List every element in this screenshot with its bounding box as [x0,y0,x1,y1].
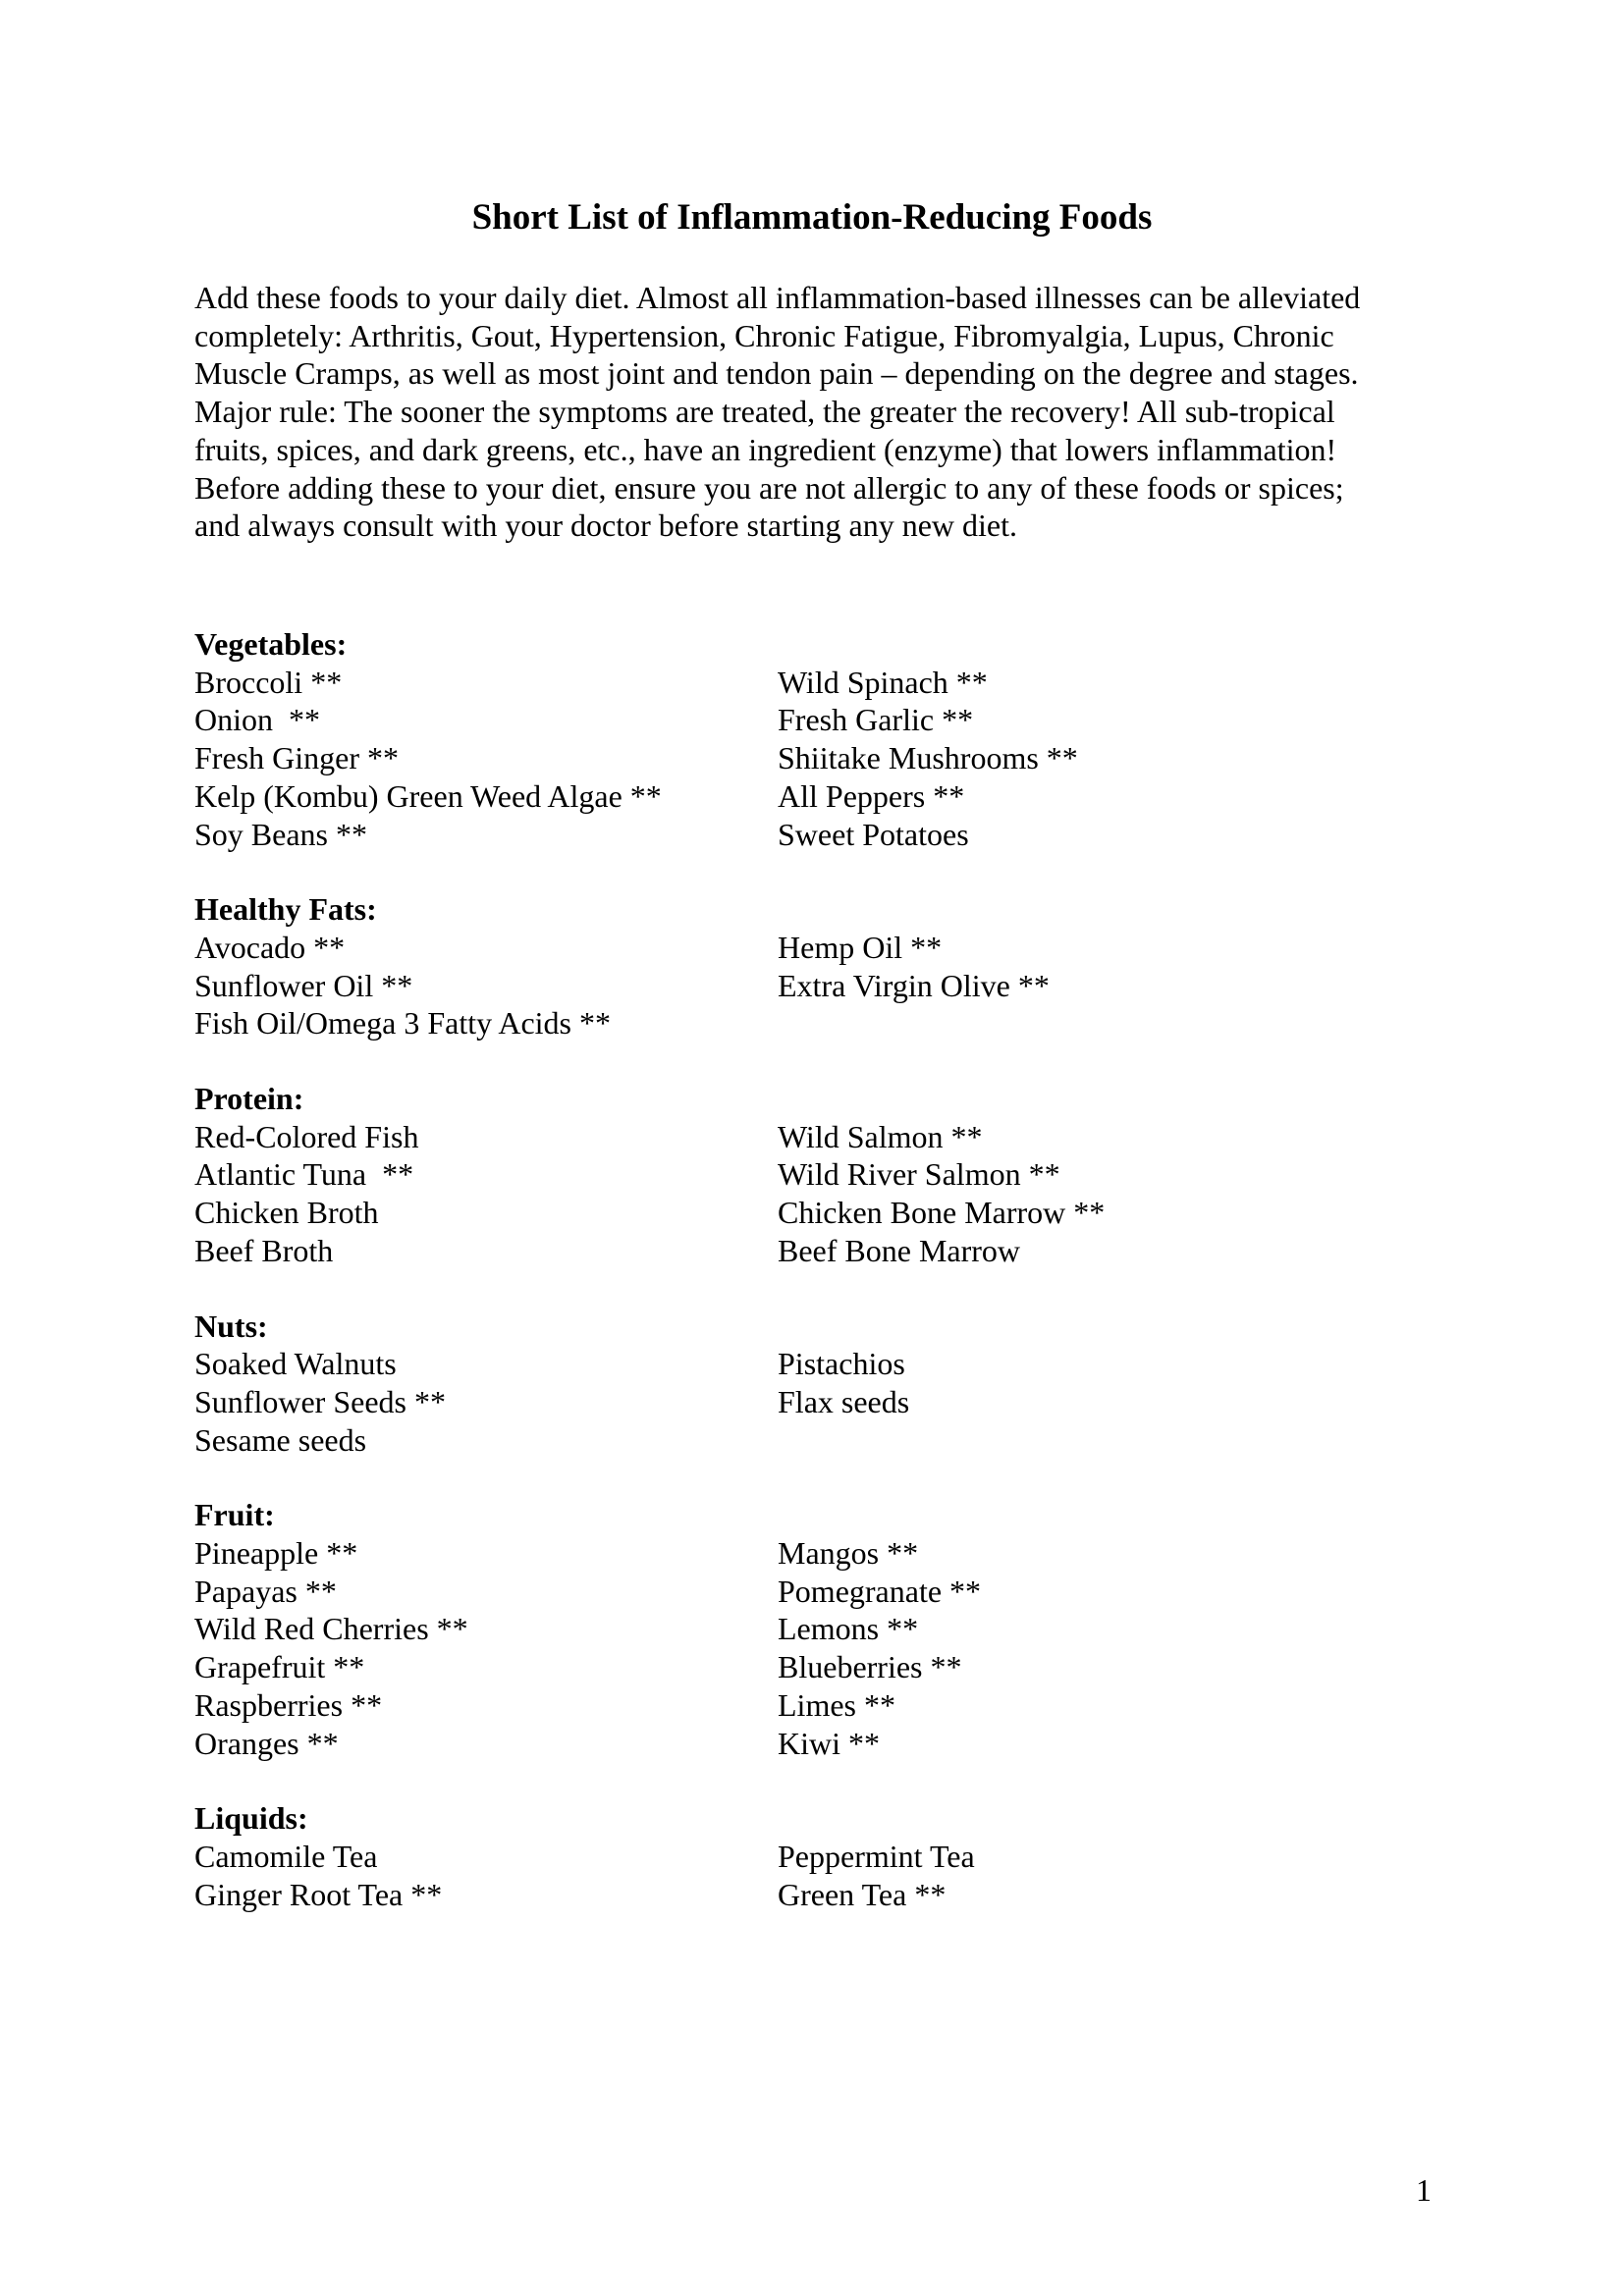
left-column [194,1838,778,1913]
intro-line: Major rule: The sooner the symptoms are treated, the greater the recovery! All sub-tropical [194,394,1335,430]
food-item: Soy Beans ** [194,816,367,852]
intro-line: and always consult with your doctor before starting any new diet. [194,507,1017,544]
food-item: Papayas ** [194,1573,337,1609]
food-item: Kiwi ** [778,1725,880,1761]
section-item-grid [194,1345,1471,1459]
food-item: Sesame seeds [194,1421,367,1458]
intro-line: fruits, spices, and dark greens, etc., have an ingredient (enzyme) that lowers inflammation! [194,431,1337,467]
food-item: Wild Red Cherries ** [194,1611,468,1647]
food-item: Lemons ** [778,1611,919,1647]
food-item: Beef Broth [194,1232,334,1268]
left-column [194,1534,778,1762]
food-item: Onion ** [194,702,320,738]
food-item: Shiitake Mushrooms ** [778,740,1078,776]
section-heading: Healthy Fats: [194,891,377,928]
food-item: Wild Salmon ** [778,1118,983,1154]
food-item: Pomegranate ** [778,1573,982,1609]
food-item: Blueberries ** [778,1649,962,1685]
food-item: Fish Oil/Omega 3 Fatty Acids ** [194,1005,611,1041]
food-item: Pineapple ** [194,1535,358,1572]
food-item: Extra Virgin Olive ** [778,967,1050,1003]
food-section [194,1799,1471,1913]
food-item: Beef Bone Marrow [778,1232,1021,1268]
section-item-grid [194,664,1471,854]
right-column [778,664,1367,854]
food-item: Pistachios [778,1346,905,1382]
food-item: Wild Spinach ** [778,664,988,700]
food-item: Sunflower Oil ** [194,967,413,1003]
food-item: Kelp (Kombu) Green Weed Algae ** [194,777,662,814]
section-heading: Protein: [194,1081,304,1117]
section-item-grid [194,1534,1471,1762]
food-item: Mangos ** [778,1535,919,1572]
food-item: Fresh Garlic ** [778,702,974,738]
section-heading: Fruit: [194,1497,275,1533]
section-item-grid [194,1838,1471,1913]
food-item: Atlantic Tuna ** [194,1156,414,1193]
food-item: Fresh Ginger ** [194,740,399,776]
right-column [778,1118,1367,1270]
food-item: Green Tea ** [778,1876,947,1912]
food-item: Chicken Broth [194,1195,379,1231]
intro-line: completely: Arthritis, Gout, Hypertension, Chronic Fatigue, Fibromyalgia, Lupus, Chronic [194,317,1334,353]
food-item: Chicken Bone Marrow ** [778,1195,1106,1231]
food-item: Camomile Tea [194,1838,378,1874]
food-section [194,625,1471,853]
food-item: Limes ** [778,1686,895,1723]
section-item-grid [194,1118,1471,1270]
intro-line: Muscle Cramps, as well as most joint and tendon pain – depending on the degree and stages. [194,355,1359,392]
food-item: Avocado ** [194,929,346,965]
food-item: Sweet Potatoes [778,816,969,852]
section-heading: Vegetables: [194,626,348,662]
food-section [194,1080,1471,1270]
food-item: Wild River Salmon ** [778,1156,1060,1193]
food-item: Hemp Oil ** [778,929,943,965]
left-column [194,929,778,1042]
right-column [778,1534,1367,1762]
food-item: Red-Colored Fish [194,1118,419,1154]
left-column [194,664,778,854]
section-item-grid [194,929,1471,1042]
food-section [194,890,1471,1042]
right-column [778,1345,1367,1459]
right-column [778,929,1367,1042]
intro-line: Add these foods to your daily diet. Almost all inflammation-based illnesses can be alleviated [194,280,1361,315]
food-sections [194,625,1471,1950]
intro-line: Before adding these to your diet, ensure you are not allergic to any of these foods or spices; [194,469,1344,506]
food-item: Peppermint Tea [778,1838,975,1874]
intro-paragraph [194,279,1461,545]
right-column [778,1838,1367,1913]
left-column [194,1118,778,1270]
section-heading: Nuts: [194,1308,268,1344]
food-item: Flax seeds [778,1383,910,1419]
food-item: All Peppers ** [778,777,965,814]
food-item: Oranges ** [194,1725,339,1761]
food-item: Soaked Walnuts [194,1346,397,1382]
food-item: Grapefruit ** [194,1649,365,1685]
food-section [194,1308,1471,1460]
food-item: Raspberries ** [194,1686,383,1723]
document-title: Short List of Inflammation-Reducing Foods [471,197,1153,238]
food-item: Sunflower Seeds ** [194,1383,446,1419]
page-number: 1 [1416,2172,1432,2208]
section-heading: Liquids: [194,1800,308,1837]
food-item: Ginger Root Tea ** [194,1876,443,1912]
left-column [194,1345,778,1459]
food-item: Broccoli ** [194,664,343,700]
food-section [194,1496,1471,1762]
